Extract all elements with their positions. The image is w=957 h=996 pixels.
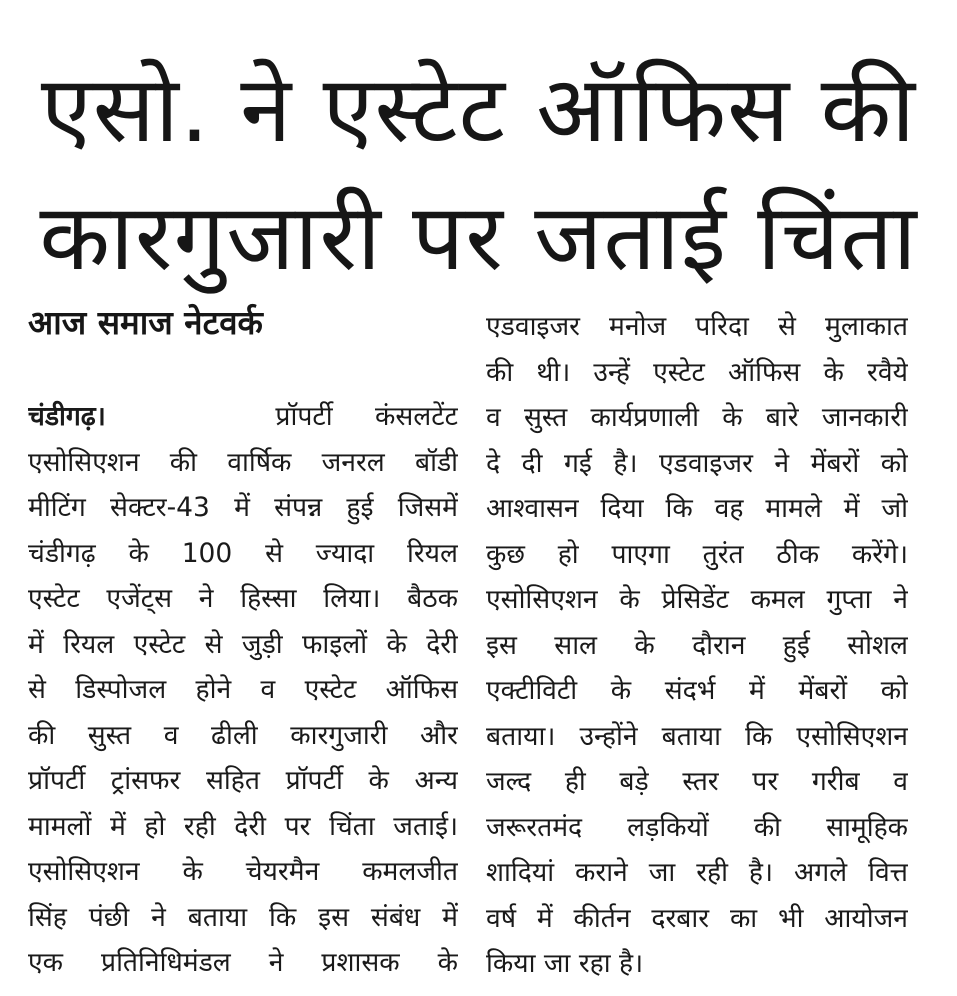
column-line: सिंह पंछी ने बताया कि इस संबंध में bbox=[28, 901, 458, 933]
dateline: चंडीगढ़। bbox=[28, 401, 106, 432]
column-line: चंडीगढ़ के 100 से ज्यादा रियल bbox=[28, 537, 458, 569]
column-line: की सुस्त व ढीली कारगुजारी और bbox=[28, 719, 458, 751]
headline-line-2: कारगुजारी पर जताई चिंता bbox=[39, 184, 918, 291]
article-column-right bbox=[486, 304, 908, 987]
column-line bbox=[28, 394, 458, 440]
headline bbox=[20, 46, 937, 302]
column-line: मीटिंग सेक्टर-43 में संपन्न हुई जिसमें bbox=[28, 492, 458, 523]
column-line: जरूरतमंद लड़कियों की सामूहिक bbox=[486, 811, 908, 843]
column-line: वर्ष में कीर्तन दरबार का भी आयोजन bbox=[486, 902, 908, 934]
column-line: बताया। उन्होंने बताया कि एसोसिएशन bbox=[486, 720, 908, 752]
article-column-left bbox=[28, 394, 458, 986]
column-line: दे दी गई है। एडवाइजर ने मेंबरों को bbox=[486, 447, 908, 479]
column-divider bbox=[470, 310, 471, 960]
column-line: में रियल एस्टेट से जुड़ी फाइलों के देरी bbox=[28, 628, 458, 660]
column-line: मामलों में हो रही देरी पर चिंता जताई। bbox=[28, 810, 458, 842]
column-line: एस्टेट एजेंट्स ने हिस्सा लिया। बैठक bbox=[28, 583, 458, 614]
column-line: किया जा रहा है। bbox=[486, 948, 644, 979]
column-line: से डिस्पोजल होने व एस्टेट ऑफिस bbox=[28, 674, 458, 705]
column-line: शादियां कराने जा रही है। अगले वित्त bbox=[486, 857, 908, 888]
column-line: एक प्रतिनिधिमंडल ने प्रशासक के bbox=[28, 947, 458, 978]
column-line: एक्टीविटी के संदर्भ में मेंबरों को bbox=[486, 675, 908, 706]
byline: आज समाज नेटवर्क bbox=[28, 303, 263, 342]
column-line: एसोसिएशन के प्रेसिडेंट कमल गुप्ता ने bbox=[486, 584, 908, 615]
column-line: कुछ हो पाएगा तुरंत ठीक करेंगे। bbox=[486, 538, 908, 570]
column-line: आश्वासन दिया कि वह मामले में जो bbox=[486, 493, 908, 524]
column-line: प्रॉपर्टी ट्रांसफर सहित प्रॉपर्टी के अन्य bbox=[28, 765, 458, 796]
column-line: इस साल के दौरान हुई सोशल bbox=[486, 629, 908, 661]
column-line: एसोसिएशन के चेयरमैन कमलजीत bbox=[28, 856, 458, 887]
column-line: की थी। उन्हें एस्टेट ऑफिस के रवैये bbox=[486, 356, 908, 388]
column-line: एडवाइजर मनोज परिदा से मुलाकात bbox=[486, 311, 908, 342]
headline-line-1: एसो. ने एस्टेट ऑफिस की bbox=[40, 56, 917, 163]
column-line: व सुस्त कार्यप्रणाली के बारे जानकारी bbox=[486, 402, 908, 433]
column-line: जल्द ही बड़े स्तर पर गरीब व bbox=[486, 766, 908, 797]
column-line-text: प्रॉपर्टी कंसलटेंट bbox=[275, 401, 458, 432]
column-line: एसोसिएशन की वार्षिक जनरल बॉडी bbox=[28, 446, 458, 478]
